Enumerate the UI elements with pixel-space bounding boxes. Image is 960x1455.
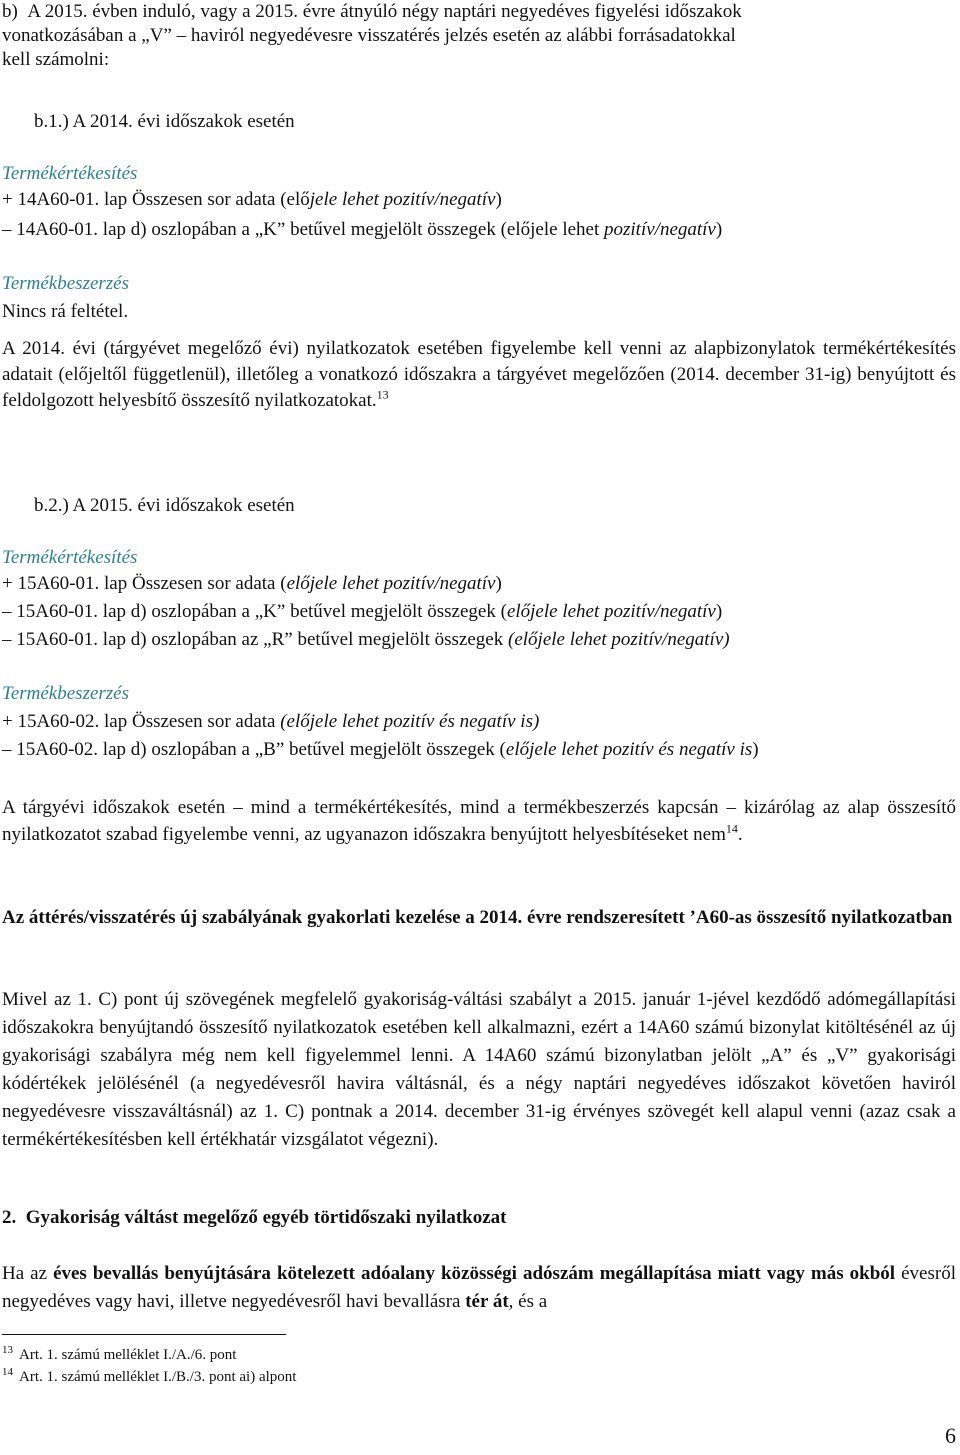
- b2-sales-line-2: [2, 600, 956, 624]
- footnote-14: [2, 1368, 296, 1386]
- b2-sales-line-3-text: – 15A60-01. lap d) oszlopában az „R” betűvel megjelölt összegek: [2, 629, 508, 650]
- intro-paragraph: [2, 0, 956, 72]
- b2-sales-line-1-italic: előjele lehet pozitív/negatív: [286, 573, 496, 594]
- section-paragraph: Mivel az 1. C) pont új szövegének megfelelő gyakoriság-váltási szabályt a 2015. január 1-jével kezdődő adómegállapítási időszakokra benyújtandó összesítő nyilatkozatok esetében kell alkalmazni, ezért a 14A60 számú bizonylat kitöltésénél az új gyakorisági szabályra még nem kell figyelemmel lenni. A 14A60 számú bizonylatban jelölt „A” és „V” gyakorisági kódértékek jelölésénél (a negyedévesről havira váltásnál, és a négy naptári negyedéves időszakot követően haviról negyedévesre visszaváltásnál) az 1. C) pontnak a 2014. december 31-ig érvényes szövegét kell alapul venni (azaz csak a termékértékesítésben kell értékhatár vizsgálatot végezni).: [2, 989, 956, 1150]
- b2-purchase-line-2: [2, 738, 956, 762]
- b1-purchase-text: Nincs rá feltétel.: [2, 301, 129, 322]
- section-2-text-2: évesről negyedéves vagy havi, illetve negyedévesről havi bevallásra: [2, 1263, 956, 1312]
- intro-line: vonatkozásában a „V” – haviról negyedévesre visszatérés jelzés esetén az alábbi forrásadatokkal: [2, 25, 736, 46]
- b2-sales-line-2-italic: előjele lehet pozitív/negatív: [506, 601, 716, 622]
- footnote-number: 14: [2, 1366, 13, 1378]
- b1-purchase-title: Termékbeszerzés: [2, 273, 130, 294]
- b1-sales-line-1-italic: jele lehet pozitív/negatív: [309, 189, 496, 210]
- b2-sales-line-1: [2, 572, 956, 596]
- footnote-text: Art. 1. számú melléklet I./B./3. pont ai) alpont: [19, 1369, 297, 1385]
- b1-sales-line-2-text: – 14A60-01. lap d) oszlopában a „K” betűvel megjelölt összegek (előjele lehet: [2, 219, 604, 240]
- section-2-bold-2: tér át: [465, 1291, 509, 1312]
- b1-sales-line-1: [2, 188, 956, 212]
- b2-paragraph: [2, 794, 956, 848]
- b2-purchase-line-2-end: ): [752, 739, 759, 760]
- intro-line: kell számolni:: [2, 49, 110, 70]
- b2-purchase-line-1-italic: (előjele lehet pozitív és negatív is): [280, 711, 540, 732]
- footnote-ref-13: 13: [376, 387, 389, 402]
- b2-sales-line-2-end: ): [715, 601, 723, 622]
- b2-heading: b.2.) A 2015. évi időszakok esetén: [34, 495, 295, 516]
- b2-paragraph-text: A tárgyévi időszakok esetén – mind a termékértékesítés, mind a termékbeszerzés kapcsán – kizárólag az alap összesítő nyilatkozatot szabad figyelembe venni, az ugyanazon időszakra benyújtott helyesbítéseket nem: [2, 797, 956, 845]
- footnote-number: 13: [2, 1344, 13, 1356]
- b1-paragraph: [2, 336, 956, 414]
- b2-purchase-line-2-text: – 15A60-02. lap d) oszlopában a „B” betűvel megjelölt összegek (: [2, 739, 506, 760]
- footnote-13: [2, 1346, 236, 1364]
- section-2-text-1: Ha az: [2, 1263, 54, 1284]
- b2-sales-line-3: [2, 628, 956, 652]
- b1-sales-title: Termékértékesítés: [2, 163, 138, 184]
- b2-sales-title: Termékértékesítés: [2, 547, 138, 568]
- section-2-bold-1: éves bevallás benyújtására kötelezett adóalany közösségi adószám megállapítása miatt vagy más okból: [53, 1263, 896, 1284]
- footnote-text: Art. 1. számú melléklet I./A./6. pont: [19, 1347, 237, 1363]
- b2-sales-line-3-italic: (előjele lehet pozitív/negatív): [508, 629, 730, 650]
- section-2-heading: 2. Gyakoriság váltást megelőző egyéb törtidőszaki nyilatkozat: [2, 1207, 507, 1228]
- b1-paragraph-text: A 2014. évi (tárgyévet megelőző évi) nyilatkozatok esetében figyelembe kell venni az alapbizonylatok termékértékesítés adatait (előjeltől függetlenül), illetőleg a vonatkozó időszakra a tárgyévet megelőzően (2014. december 31-ig) benyújtott és feldolgozott helyesbítő összesítő nyilatkozatokat.: [2, 338, 956, 411]
- b2-purchase-line-1: [2, 710, 956, 734]
- b1-heading: b.1.) A 2014. évi időszakok esetén: [34, 111, 295, 132]
- intro-line: b) A 2015. évben induló, vagy a 2015. évre átnyúló négy naptári negyedéves figyelési időszakok: [2, 1, 742, 22]
- b1-sales-line-1-text: + 14A60-01. lap Összesen sor adata (elő: [2, 189, 310, 210]
- b2-purchase-title: Termékbeszerzés: [2, 683, 130, 704]
- b2-sales-line-2-text: – 15A60-01. lap d) oszlopában a „K” betűvel megjelölt összegek (: [2, 601, 507, 622]
- b1-sales-line-2-end: ): [715, 219, 723, 240]
- section-2-paragraph: [2, 1260, 956, 1316]
- b2-purchase-line-2-italic: előjele lehet pozitív és negatív is: [505, 739, 753, 760]
- b2-sales-line-1-end: ): [495, 573, 502, 594]
- page-number: 6: [945, 1423, 956, 1448]
- b1-sales-line-1-end: ): [495, 189, 502, 210]
- footnote-separator: [2, 1334, 286, 1335]
- b1-sales-line-2: [2, 218, 956, 242]
- footnote-ref-14: 14: [725, 821, 738, 836]
- b2-paragraph-end: .: [737, 824, 743, 845]
- b2-purchase-line-1-text: + 15A60-02. lap Összesen sor adata: [2, 711, 281, 732]
- section-heading: Az áttérés/visszatérés új szabályának gyakorlati kezelése a 2014. évre rendszeresített ’A60-as összesítő nyilatkozatban: [2, 907, 953, 928]
- b1-sales-line-2-italic: pozitív/negatív: [604, 219, 716, 240]
- b2-sales-line-1-text: + 15A60-01. lap Összesen sor adata (: [2, 573, 287, 594]
- section-2-text-3: , és a: [508, 1291, 548, 1312]
